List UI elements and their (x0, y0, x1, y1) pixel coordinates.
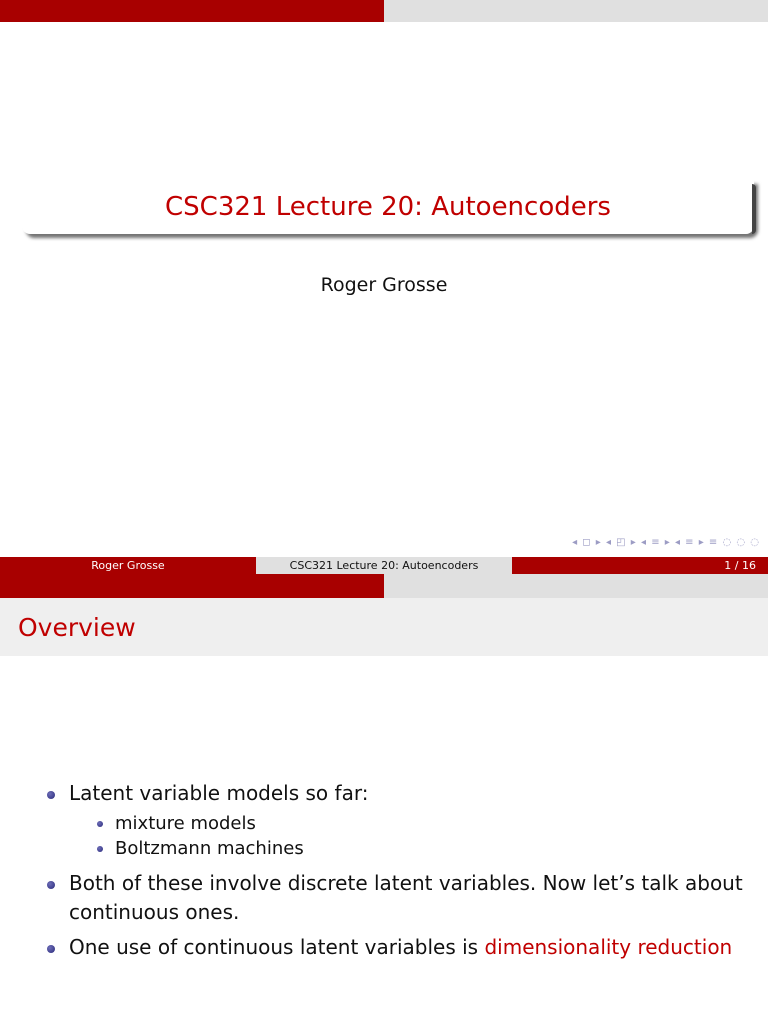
sub-bullet-text: mixture models (115, 813, 256, 834)
bullet-icon (47, 791, 55, 799)
sub-bullet-icon (97, 846, 103, 852)
sub-bullet-icon (97, 821, 103, 827)
footer-page-number: 1 / 16 (512, 557, 768, 574)
header-bar (0, 0, 768, 22)
footer-title: CSC321 Lecture 20: Autoencoders (256, 557, 512, 574)
footer-author: Roger Grosse (0, 557, 256, 574)
bullet-text-line1: Both of these involve discrete latent variables. Now let’s talk about (69, 871, 743, 895)
bottom-bar-red (0, 574, 384, 598)
overview-slide (0, 598, 768, 1024)
bullet-text (69, 933, 732, 962)
sub-bullet-text: Boltzmann machines (115, 838, 304, 859)
highlighted-term: dimensionality reduction (484, 935, 733, 959)
header-bar-gray (384, 0, 768, 22)
bullet-icon (47, 881, 55, 889)
author-name: Roger Grosse (320, 274, 448, 296)
header-bar-red (0, 0, 384, 22)
bullet-icon (47, 945, 55, 953)
title-box (22, 180, 754, 234)
slide-title: CSC321 Lecture 20: Autoencoders (165, 192, 611, 222)
frame-title-bar (0, 598, 768, 656)
bullet-text-prefix: One use of continuous latent variables is (69, 935, 485, 959)
bullet-text-line2: continuous ones. (69, 900, 240, 924)
bullet-text: Latent variable models so far: (69, 781, 369, 805)
bottom-bar-gray (384, 574, 768, 598)
navigation-symbols[interactable]: ◂ ◻ ▸ ◂ ◰ ▸ ◂ ≡ ▸ ◂ ≡ ▸ ≡ ◌ ◌ ◌ (572, 537, 760, 548)
frame-title: Overview (18, 612, 136, 642)
footline (0, 557, 768, 574)
bottom-bar (0, 574, 768, 598)
